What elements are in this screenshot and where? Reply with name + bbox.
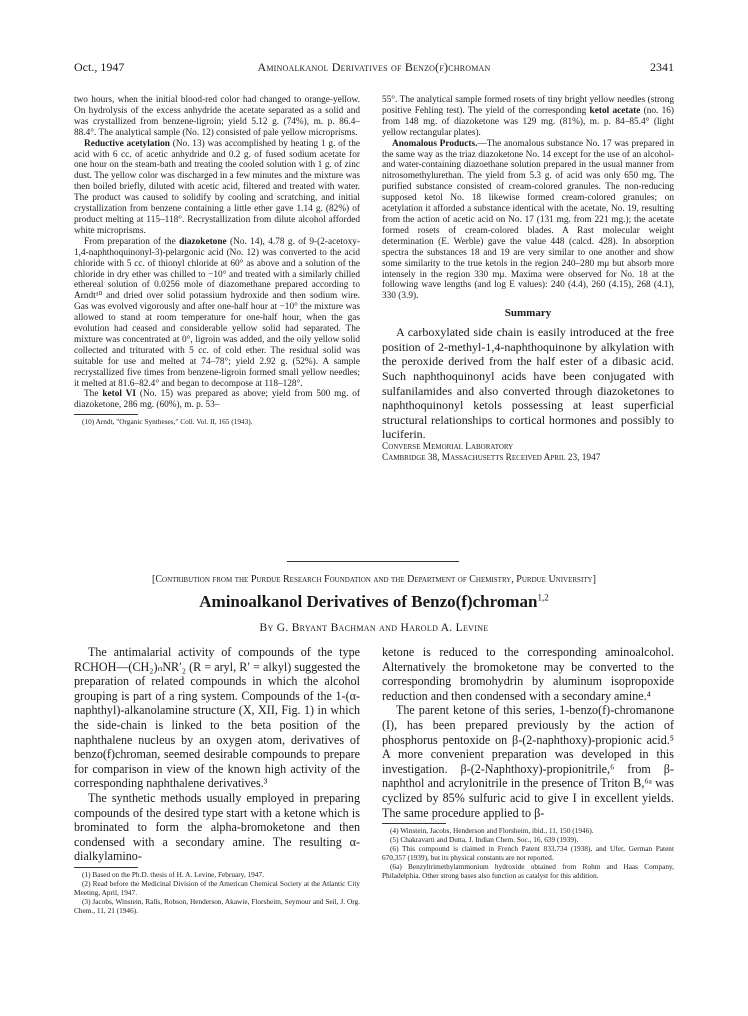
paragraph xyxy=(74,237,360,390)
running-header xyxy=(74,60,674,74)
paragraph-text: 55°. The analytical sample formed rosets of tiny bright yellow needles (strong positive Fehling test). The yield of the corresponding xyxy=(382,95,674,116)
run-in-heading: Reductive acetylation xyxy=(84,138,170,149)
footnote: (1) Based on the Ph.D. thesis of H. A. Levine, February, 1947. xyxy=(82,869,264,879)
footnote: (10) Arndt, "Organic Syntheses," Coll. Vol. II, 165 (1943). xyxy=(82,417,253,427)
paragraph-text: From preparation of the xyxy=(84,236,180,247)
footnote: (6) This compound is claimed in French Patent 833,734 (1938), and Ufer, German Patent 670,357 (1939), but its physical constants are not reported. xyxy=(382,843,674,862)
run-in-heading: Anomalous Products. xyxy=(392,138,478,149)
paragraph: The antimalarial activity of compounds of the type RCHOH—(CH₂)ₙNR′₂ (R = aryl, R′ = alkyl) suggested the preparation of related compounds in which the alcohol grouping is part of a ring system. Compounds of the 1-(α-naphthyl)-alkanolamine structure (X, XII, Fig. 1) in which the side-chain is linked to the beta position of the naphthalene nucleus by an oxygen atom, derivatives of benzo(f)chroman, seemed desirable compounds to prepare for comparison in view of the known high activity of the corresponding naphthalene derivatives.³ xyxy=(74,645,360,791)
run-in-heading: diazoketone xyxy=(179,236,227,247)
paragraph xyxy=(382,139,674,303)
lab-name: Converse Memorial Laboratory xyxy=(382,441,514,452)
left-column-article xyxy=(74,645,360,945)
paragraph xyxy=(74,389,360,411)
footnote-rule xyxy=(74,414,138,415)
paragraph: ketone is reduced to the corresponding aminoalcohol. Alternatively the bromoketone may be converted to the corresponding bromohydrin by aluminum isopropoxide reduction and then condensed with a secondary amine.⁴ xyxy=(382,645,674,703)
paragraph-text: (No. 15) was prepared as above; yield from 500 mg. of diazoketone, 286 mg. (60%), m. p. 53– xyxy=(74,389,360,411)
paragraph-text: (no. 16) from 148 mg. of diazoketone was 129 mg. (81%), m. p. 84–85.4° (light yellow rectangular plates). xyxy=(382,105,674,138)
run-in-heading: ketol VI xyxy=(102,389,137,400)
footnote: (5) Chakravarti and Dutta, J. Indian Chem. Soc., 16, 639 (1939). xyxy=(390,835,579,845)
paragraph-text: —The anomalous substance No. 17 was prepared in the same way as the triaz diazoketone No. 14 except for the use of an alcohol- and water-containing diazoethane solution prepared in the usual manner from nitrosomethylurethan. The yield from 5.3 g. of acid was only 650 mg. The purified substance consisted of cream-colored granules. The non-reducing supposed ketol No. 18 likewise formed cream-colored granules; on acetylation it afforded a substance identical with the acetate, No. 19, resulting from the action of acetic acid on No. 17 (131 mg. from 221 mg.); the acetate formed rosets of cream-colored blades. A Rast molecular weight determination (E. Werble) gave the value 448 (calcd. 428). In absorption spectra the substances 18 and 19 are very similar to one another and show some similarity to the true ketols in the region 240–280 mμ but absorb more intensely in the region 330 mμ. Maxima were observed for No. 18 at the following wave lengths (and log E values): 240 (4.4), 260 (4.15), 268 (4.1), 330 (3.9). xyxy=(382,138,674,302)
run-in-heading: ketol acetate xyxy=(589,105,641,116)
footnote-rule xyxy=(74,867,138,868)
lab-address: Cambridge 38, Massachusetts Received April 23, 1947 xyxy=(382,452,601,463)
contribution-line: [Contribution from the Purdue Research Foundation and the Department of Chemistry, Purdue University] xyxy=(152,574,596,585)
section-divider xyxy=(287,561,459,562)
footnote: (3) Jacobs, Winstein, Ralls, Robson, Henderson, Akawie, Florsheim, Seymour and Seil, J. Org. Chem., 11, 21 (1946). xyxy=(74,896,360,915)
paragraph xyxy=(74,139,360,237)
footnote: (6a) Benzyltrimethylammonium hydroxide obtained from Rohm and Haas Company, Philadelphia. Other strong bases also function as catalyst for this addition. xyxy=(382,861,674,880)
right-column-top xyxy=(382,95,674,555)
article-title xyxy=(74,592,674,612)
title-footnote-refs: 1,2 xyxy=(537,592,549,603)
summary-heading: Summary xyxy=(504,307,552,320)
summary-text: A carboxylated side chain is easily introduced at the free position of 2-methyl-1,4-naphthoquinone by alkylation with the peroxide derived from the half ester of a dibasic acid. Such naphthoquinonyl acids have been conjugated with sulfanilamides and also converted through diazoketones to naphthoquinonyl ketols possessing at least superficial structural relationships to cortical hormones and possibly to luciferin. xyxy=(382,325,674,442)
issue-date: Oct., 1947 xyxy=(74,60,125,74)
paragraph: The parent ketone of this series, 1-benzo(f)-chromanone (I), has been prepared previously by the action of phosphorus pentoxide on β-(2-naphthoxy)-propionic acid.⁵ A more convenient preparation was developed in this investigation. β-(2-Naphthoxy)-propionitrile,⁶ from β-naphthol and acrylonitrile in the presence of Triton B,⁶ᵃ was cyclized by 85% sulfuric acid to give I in excellent yields. The same procedure applied to β- xyxy=(382,703,674,820)
footnote: (2) Read before the Medicinal Division of the American Chemical Society at the Atlantic City Meeting, April, 1947. xyxy=(74,878,360,897)
page-number: 2341 xyxy=(650,60,674,74)
paragraph: two hours, when the initial blood-red color had changed to orange-yellow. On hydrolysis of the excess anhydride the acetate separated as a solid and was crystallized from benzene-ligroin; yield 5.12 g. (74%), m. p. 86.4–88.4°. The analytical sample (No. 12) consisted of pale yellow microprisms. xyxy=(74,95,360,138)
running-title: Aminoalkanol Derivatives of Benzo(f)chroman xyxy=(257,60,491,74)
footnote-rule xyxy=(382,823,446,824)
right-column-article xyxy=(382,645,674,945)
footnote: (4) Winstein, Jacobs, Henderson and Florsheim, ibid., 11, 150 (1946). xyxy=(390,826,594,836)
paragraph-text: The xyxy=(84,389,103,400)
paragraph-text: (No. 13) was accomplished by heating 1 g. of the acid with 6 cc. of acetic anhydride and 0.2 g. of fused sodium acetate for one hour on the steam-bath and treating the cooled solution with 1 g. of zinc dust. The yellow color was discharged in a few minutes and the mixture was then boiled briefly, diluted with acetic acid, filtered and treated with water. The product was caused to solidify by cooling and scratching, and initial crystallization from benzene containing a little ether gave 1.14 g. (82%) of product melting at 115–118°. Recrystallization from dilute alcohol afforded white microprisms. xyxy=(74,138,360,236)
paragraph: The synthetic methods usually employed in preparing compounds of the desired type start with a ketone which is brominated to form the alpha-bromoketone and then condensed with a secondary amine. The resulting α-dialkylamino- xyxy=(74,790,360,864)
title-text: Aminoalkanol Derivatives of Benzo(f)chroman xyxy=(199,592,538,611)
author-line: By G. Bryant Bachman and Harold A. Levine xyxy=(259,622,489,634)
paragraph xyxy=(382,95,674,139)
paragraph-text: (No. 14), 4.78 g. of 9-(2-acetoxy-1,4-naphthoquinonyl-3)-pelargonic acid (No. 12) was converted to the acid chloride with 5 cc. of thionyl chloride at 60° as above and a solution of the chloride in dry ether was chilled to −10° and treated with a similarly chilled ethereal solution of 0.0256 mole of diazomethane prepared according to Arndt¹⁰ and dried over solid potassium hydroxide and then sodium wire. Gas was evolved vigorously and after one-half hour at −10° the mixture was allowed to stand at room temperature for one-half hour, when the gas evolution had ceased and considerable yellow solid had separated. The mixture was concentrated at 0°, ligroin was added, and the oily yellow solid collected and triturated with 5 cc. of cold ether. The residual solid was suitable for use and melted at 74–78°; yield 2.92 g. (52%). A sample recrystallized five times from benzene-ligroin formed small yellow needles; it melted at 81.6–82.4° and began to decompose at 118–128°. xyxy=(74,236,360,389)
left-column-top xyxy=(74,95,360,540)
